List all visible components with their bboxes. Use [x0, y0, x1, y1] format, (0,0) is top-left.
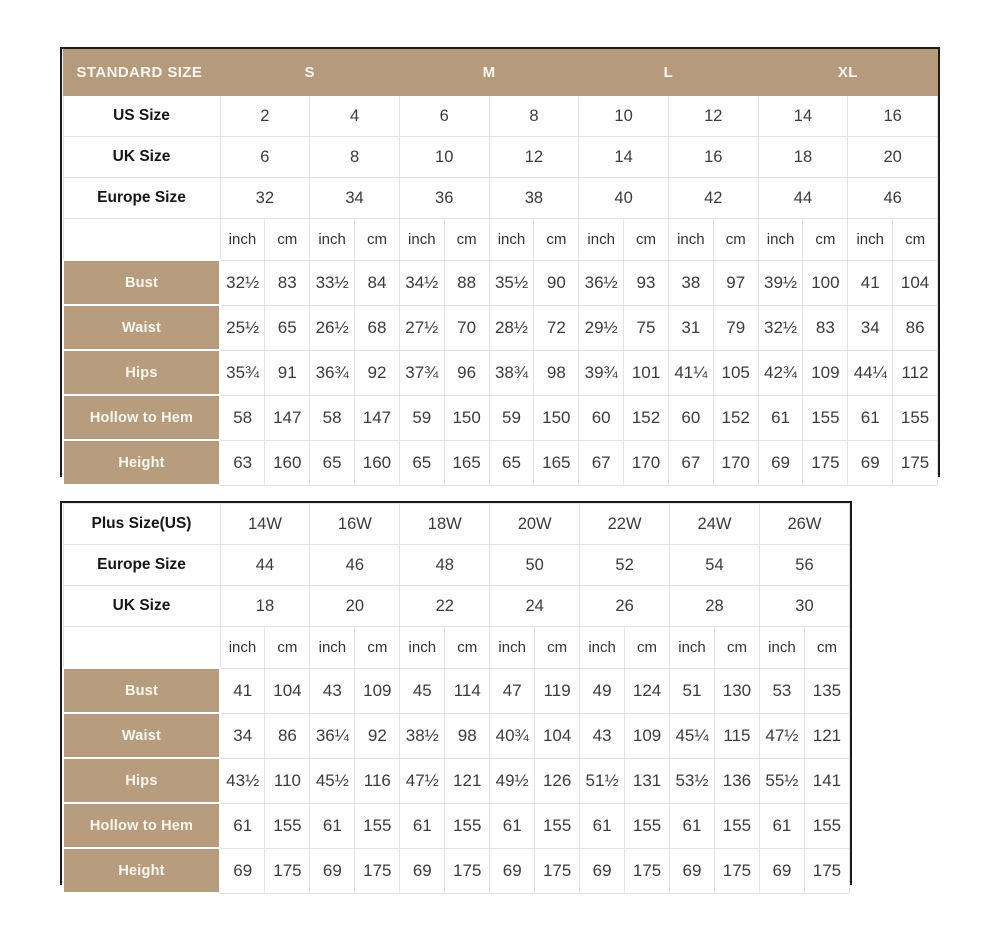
measure-value-cell: 124 [625, 668, 670, 713]
measure-value-cell: 26½ [310, 305, 355, 350]
unit-label-inch: inch [220, 219, 265, 261]
size-value-cell: 42 [668, 178, 758, 219]
size-value-cell: 2 [220, 96, 310, 137]
unit-label-cm: cm [624, 219, 669, 261]
measure-value-cell: 155 [803, 395, 848, 440]
measure-value-cell: 170 [713, 440, 758, 485]
size-value-cell: 16 [668, 137, 758, 178]
plus-size-table [62, 503, 850, 894]
size-value-cell: 18W [400, 504, 490, 545]
measure-value-cell: 34½ [399, 260, 444, 305]
unit-label-cm: cm [535, 627, 580, 669]
measure-value-cell: 90 [534, 260, 579, 305]
measure-value-cell: 93 [624, 260, 669, 305]
unit-label-inch: inch [399, 219, 444, 261]
size-value-cell: 46 [310, 545, 400, 586]
measure-value-cell: 59 [399, 395, 444, 440]
measure-value-cell: 43 [310, 668, 355, 713]
unit-label-cm: cm [355, 219, 400, 261]
size-value-cell: 24W [670, 504, 760, 545]
measure-value-cell: 86 [265, 713, 310, 758]
measure-value-cell: 114 [445, 668, 490, 713]
unit-label-inch: inch [758, 219, 803, 261]
row-label-height: Height [63, 440, 220, 485]
measure-value-cell: 147 [265, 395, 310, 440]
unit-label-cm: cm [713, 219, 758, 261]
size-value-cell: 34 [310, 178, 400, 219]
measure-value-cell: 51 [670, 668, 715, 713]
measure-value-cell: 61 [490, 803, 535, 848]
size-value-cell: 24 [490, 586, 580, 627]
measure-value-cell: 175 [804, 848, 849, 893]
measure-value-cell: 88 [444, 260, 489, 305]
measure-value-cell: 147 [355, 395, 400, 440]
measure-value-cell: 69 [848, 440, 893, 485]
measure-value-cell: 69 [310, 848, 355, 893]
measure-value-cell: 28½ [489, 305, 534, 350]
measure-value-cell: 34 [848, 305, 893, 350]
size-value-cell: 6 [220, 137, 310, 178]
measure-value-cell: 96 [444, 350, 489, 395]
measure-value-cell: 40¾ [490, 713, 535, 758]
size-value-cell: 22W [580, 504, 670, 545]
measure-value-cell: 33½ [310, 260, 355, 305]
measure-value-cell: 51½ [580, 758, 625, 803]
measure-value-cell: 55½ [759, 758, 804, 803]
measure-value-cell: 58 [310, 395, 355, 440]
measure-value-cell: 61 [400, 803, 445, 848]
measure-value-cell: 104 [893, 260, 938, 305]
measure-value-cell: 60 [579, 395, 624, 440]
measure-value-cell: 92 [355, 350, 400, 395]
measure-value-cell: 34 [220, 713, 265, 758]
size-value-cell: 36 [399, 178, 489, 219]
size-value-cell: 12 [668, 96, 758, 137]
measure-value-cell: 61 [310, 803, 355, 848]
measure-value-cell: 69 [670, 848, 715, 893]
row-label-waist: Waist [63, 305, 220, 350]
measure-value-cell: 152 [713, 395, 758, 440]
unit-label-inch: inch [580, 627, 625, 669]
size-value-cell: 20 [848, 137, 938, 178]
measure-value-cell: 47½ [400, 758, 445, 803]
unit-label-inch: inch [670, 627, 715, 669]
size-value-cell: 10 [579, 96, 669, 137]
measure-value-cell: 29½ [579, 305, 624, 350]
unit-label-cm: cm [534, 219, 579, 261]
measure-value-cell: 136 [714, 758, 759, 803]
size-value-cell: 38 [489, 178, 579, 219]
measure-value-cell: 152 [624, 395, 669, 440]
measure-value-cell: 109 [803, 350, 848, 395]
measure-value-cell: 36½ [579, 260, 624, 305]
unit-row-blank-cell [63, 627, 220, 669]
row-label-uk-size: UK Size [63, 137, 220, 178]
measure-value-cell: 60 [668, 395, 713, 440]
unit-label-cm: cm [445, 627, 490, 669]
measure-value-cell: 121 [445, 758, 490, 803]
size-group-header-xl: XL [758, 50, 937, 96]
measure-value-cell: 160 [355, 440, 400, 485]
standard-size-table-container [60, 47, 940, 477]
measure-value-cell: 68 [355, 305, 400, 350]
size-value-cell: 30 [759, 586, 849, 627]
unit-label-cm: cm [265, 219, 310, 261]
measure-value-cell: 25½ [220, 305, 265, 350]
row-label-plus-size-us: Plus Size(US) [63, 504, 220, 545]
measure-value-cell: 135 [804, 668, 849, 713]
size-value-cell: 40 [579, 178, 669, 219]
size-value-cell: 26W [759, 504, 849, 545]
measure-value-cell: 141 [804, 758, 849, 803]
measure-value-cell: 61 [758, 395, 803, 440]
unit-label-inch: inch [310, 219, 355, 261]
measure-value-cell: 130 [714, 668, 759, 713]
measure-value-cell: 86 [893, 305, 938, 350]
row-label-europe-size: Europe Size [63, 545, 220, 586]
measure-value-cell: 155 [265, 803, 310, 848]
size-value-cell: 26 [580, 586, 670, 627]
unit-label-inch: inch [490, 627, 535, 669]
size-group-header-s: S [220, 50, 399, 96]
measure-value-cell: 49½ [490, 758, 535, 803]
measure-value-cell: 67 [668, 440, 713, 485]
measure-value-cell: 83 [803, 305, 848, 350]
measure-value-cell: 65 [310, 440, 355, 485]
measure-value-cell: 100 [803, 260, 848, 305]
measure-value-cell: 104 [535, 713, 580, 758]
unit-label-inch: inch [668, 219, 713, 261]
measure-value-cell: 43½ [220, 758, 265, 803]
measure-value-cell: 175 [893, 440, 938, 485]
unit-label-cm: cm [265, 627, 310, 669]
measure-value-cell: 155 [535, 803, 580, 848]
row-label-us-size: US Size [63, 96, 220, 137]
size-value-cell: 44 [220, 545, 310, 586]
measure-value-cell: 165 [534, 440, 579, 485]
unit-label-cm: cm [804, 627, 849, 669]
measure-value-cell: 84 [355, 260, 400, 305]
measure-value-cell: 35½ [489, 260, 534, 305]
measure-value-cell: 155 [445, 803, 490, 848]
unit-label-cm: cm [714, 627, 759, 669]
size-value-cell: 8 [310, 137, 400, 178]
measure-value-cell: 98 [445, 713, 490, 758]
measure-value-cell: 65 [265, 305, 310, 350]
size-value-cell: 12 [489, 137, 579, 178]
measure-value-cell: 101 [624, 350, 669, 395]
row-label-bust: Bust [63, 668, 220, 713]
measure-value-cell: 97 [713, 260, 758, 305]
measure-value-cell: 65 [489, 440, 534, 485]
measure-value-cell: 72 [534, 305, 579, 350]
row-label-europe-size: Europe Size [63, 178, 220, 219]
measure-value-cell: 83 [265, 260, 310, 305]
row-label-hollow-to-hem: Hollow to Hem [63, 395, 220, 440]
measure-value-cell: 69 [490, 848, 535, 893]
size-value-cell: 14 [579, 137, 669, 178]
measure-value-cell: 41 [848, 260, 893, 305]
measure-value-cell: 61 [580, 803, 625, 848]
size-value-cell: 32 [220, 178, 310, 219]
size-value-cell: 46 [848, 178, 938, 219]
measure-value-cell: 61 [670, 803, 715, 848]
measure-value-cell: 36¾ [310, 350, 355, 395]
measure-value-cell: 110 [265, 758, 310, 803]
row-label-bust: Bust [63, 260, 220, 305]
measure-value-cell: 75 [624, 305, 669, 350]
measure-value-cell: 92 [355, 713, 400, 758]
unit-label-cm: cm [803, 219, 848, 261]
measure-value-cell: 175 [625, 848, 670, 893]
measure-value-cell: 109 [625, 713, 670, 758]
measure-value-cell: 36¼ [310, 713, 355, 758]
measure-value-cell: 175 [355, 848, 400, 893]
measure-value-cell: 44¼ [848, 350, 893, 395]
measure-value-cell: 63 [220, 440, 265, 485]
measure-value-cell: 65 [399, 440, 444, 485]
measure-value-cell: 45¼ [670, 713, 715, 758]
measure-value-cell: 47 [490, 668, 535, 713]
row-label-height: Height [63, 848, 220, 893]
size-value-cell: 18 [758, 137, 848, 178]
measure-value-cell: 69 [400, 848, 445, 893]
measure-value-cell: 175 [803, 440, 848, 485]
measure-value-cell: 170 [624, 440, 669, 485]
standard-size-table [62, 49, 938, 486]
measure-value-cell: 150 [534, 395, 579, 440]
unit-label-inch: inch [489, 219, 534, 261]
measure-value-cell: 79 [713, 305, 758, 350]
unit-label-cm: cm [444, 219, 489, 261]
measure-value-cell: 41¼ [668, 350, 713, 395]
measure-value-cell: 175 [265, 848, 310, 893]
measure-value-cell: 155 [804, 803, 849, 848]
unit-label-inch: inch [310, 627, 355, 669]
measure-value-cell: 53 [759, 668, 804, 713]
measure-value-cell: 69 [759, 848, 804, 893]
size-value-cell: 20W [490, 504, 580, 545]
measure-value-cell: 45½ [310, 758, 355, 803]
measure-value-cell: 41 [220, 668, 265, 713]
measure-value-cell: 61 [848, 395, 893, 440]
measure-value-cell: 98 [534, 350, 579, 395]
row-label-hips: Hips [63, 350, 220, 395]
measure-value-cell: 32½ [758, 305, 803, 350]
measure-value-cell: 69 [758, 440, 803, 485]
size-group-header-l: L [579, 50, 758, 96]
measure-value-cell: 121 [804, 713, 849, 758]
size-value-cell: 16W [310, 504, 400, 545]
measure-value-cell: 175 [535, 848, 580, 893]
measure-value-cell: 47½ [759, 713, 804, 758]
measure-value-cell: 58 [220, 395, 265, 440]
measure-value-cell: 69 [580, 848, 625, 893]
unit-label-cm: cm [893, 219, 938, 261]
measure-value-cell: 155 [355, 803, 400, 848]
size-value-cell: 52 [580, 545, 670, 586]
size-value-cell: 56 [759, 545, 849, 586]
row-label-hollow-to-hem: Hollow to Hem [63, 803, 220, 848]
measure-value-cell: 61 [220, 803, 265, 848]
size-value-cell: 18 [220, 586, 310, 627]
row-label-uk-size: UK Size [63, 586, 220, 627]
measure-value-cell: 38½ [400, 713, 445, 758]
measure-value-cell: 27½ [399, 305, 444, 350]
size-value-cell: 28 [670, 586, 760, 627]
measure-value-cell: 38 [668, 260, 713, 305]
size-value-cell: 8 [489, 96, 579, 137]
measure-value-cell: 126 [535, 758, 580, 803]
unit-row-blank-cell [63, 219, 220, 261]
measure-value-cell: 67 [579, 440, 624, 485]
measure-value-cell: 70 [444, 305, 489, 350]
unit-label-inch: inch [579, 219, 624, 261]
measure-value-cell: 38¾ [489, 350, 534, 395]
measure-value-cell: 105 [713, 350, 758, 395]
size-value-cell: 10 [399, 137, 489, 178]
measure-value-cell: 104 [265, 668, 310, 713]
unit-label-inch: inch [400, 627, 445, 669]
size-value-cell: 54 [670, 545, 760, 586]
size-value-cell: 20 [310, 586, 400, 627]
size-value-cell: 14 [758, 96, 848, 137]
size-value-cell: 6 [399, 96, 489, 137]
measure-value-cell: 116 [355, 758, 400, 803]
unit-label-inch: inch [759, 627, 804, 669]
measure-value-cell: 165 [444, 440, 489, 485]
size-group-header-m: M [399, 50, 578, 96]
size-value-cell: 14W [220, 504, 310, 545]
measure-value-cell: 32½ [220, 260, 265, 305]
measure-value-cell: 150 [444, 395, 489, 440]
measure-value-cell: 155 [625, 803, 670, 848]
measure-value-cell: 175 [445, 848, 490, 893]
size-value-cell: 48 [400, 545, 490, 586]
measure-value-cell: 175 [714, 848, 759, 893]
measure-value-cell: 45 [400, 668, 445, 713]
measure-value-cell: 119 [535, 668, 580, 713]
measure-value-cell: 39½ [758, 260, 803, 305]
plus-size-table-container [60, 501, 852, 885]
measure-value-cell: 109 [355, 668, 400, 713]
table-title: STANDARD SIZE [63, 50, 220, 96]
measure-value-cell: 115 [714, 713, 759, 758]
measure-value-cell: 42¾ [758, 350, 803, 395]
measure-value-cell: 35¾ [220, 350, 265, 395]
measure-value-cell: 131 [625, 758, 670, 803]
measure-value-cell: 31 [668, 305, 713, 350]
measure-value-cell: 53½ [670, 758, 715, 803]
unit-label-cm: cm [355, 627, 400, 669]
row-label-hips: Hips [63, 758, 220, 803]
row-label-waist: Waist [63, 713, 220, 758]
unit-label-inch: inch [220, 627, 265, 669]
measure-value-cell: 59 [489, 395, 534, 440]
measure-value-cell: 39¾ [579, 350, 624, 395]
measure-value-cell: 155 [714, 803, 759, 848]
size-value-cell: 4 [310, 96, 400, 137]
size-value-cell: 22 [400, 586, 490, 627]
measure-value-cell: 49 [580, 668, 625, 713]
unit-label-inch: inch [848, 219, 893, 261]
measure-value-cell: 69 [220, 848, 265, 893]
measure-value-cell: 112 [893, 350, 938, 395]
measure-value-cell: 37¾ [399, 350, 444, 395]
size-value-cell: 16 [848, 96, 938, 137]
size-value-cell: 44 [758, 178, 848, 219]
size-value-cell: 50 [490, 545, 580, 586]
measure-value-cell: 61 [759, 803, 804, 848]
measure-value-cell: 160 [265, 440, 310, 485]
measure-value-cell: 43 [580, 713, 625, 758]
measure-value-cell: 155 [893, 395, 938, 440]
measure-value-cell: 91 [265, 350, 310, 395]
unit-label-cm: cm [625, 627, 670, 669]
